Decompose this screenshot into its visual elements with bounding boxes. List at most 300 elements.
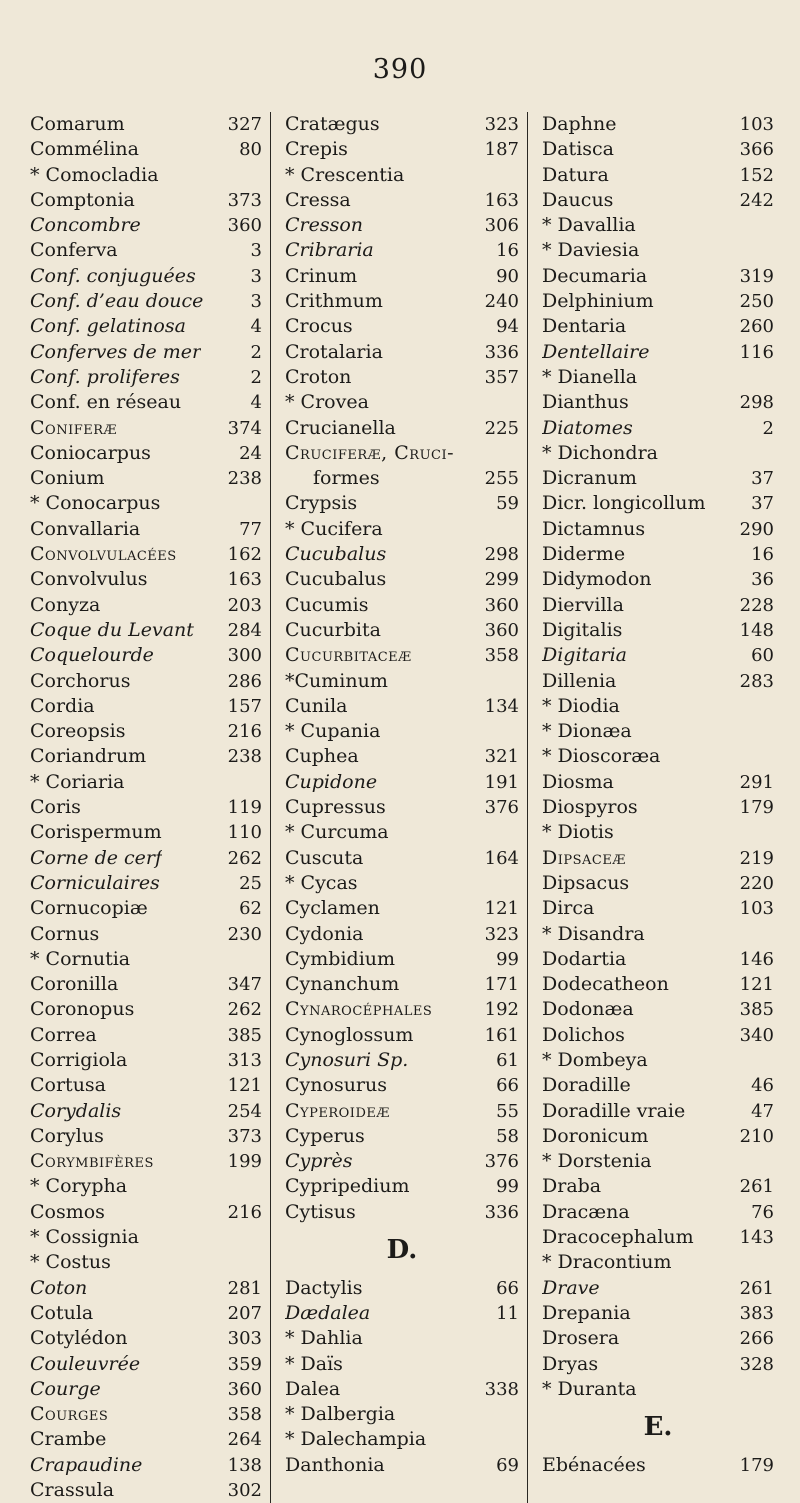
index-entry [542, 947, 774, 972]
index-entry [30, 1200, 262, 1225]
entry-name: Cucubalus [285, 568, 387, 591]
entry-name: * Costus [30, 1251, 111, 1274]
index-entry [542, 163, 774, 188]
entry-name: Croton [285, 365, 352, 388]
entry-name: Cupidone [285, 770, 378, 793]
entry-page: 157 [227, 695, 262, 717]
entry-name: * Cupania [285, 720, 381, 743]
index-entry [30, 188, 262, 213]
index-entry [542, 137, 774, 162]
entry-page: 313 [227, 1049, 262, 1071]
entry-page: 323 [484, 923, 519, 945]
entry-name: Dillenia [542, 669, 617, 692]
entry-name: Dædalea [285, 1301, 371, 1324]
entry-name: Doradille [542, 1074, 631, 1097]
index-entry [542, 1200, 774, 1225]
entry-name: Delphinium [542, 290, 654, 313]
index-entry [285, 593, 519, 618]
index-entry [542, 491, 774, 516]
entry-page: 171 [484, 974, 519, 996]
index-entry [30, 694, 262, 719]
entry-page: 110 [227, 822, 262, 844]
index-entry [285, 365, 519, 390]
index-entry [285, 871, 519, 896]
entry-name: Cynosuri Sp. [285, 1048, 409, 1071]
index-entry [30, 719, 262, 744]
entry-page: 77 [239, 518, 262, 540]
entry-name: Crithmum [285, 290, 383, 313]
entry-name: Danthonia [285, 1453, 385, 1476]
entry-name: Cypripedium [285, 1175, 410, 1198]
index-entry [285, 163, 519, 188]
entry-name: Dipsaceæ [542, 846, 626, 869]
entry-page: 290 [739, 518, 774, 540]
entry-name: Conf. conjuguées [30, 264, 196, 287]
entry-name: Doronicum [542, 1124, 649, 1147]
index-entry [285, 669, 519, 694]
index-entry [30, 1174, 262, 1199]
entry-name: Cynanchum [285, 973, 400, 996]
index-entry [30, 1478, 262, 1503]
index-entry [30, 264, 262, 289]
entry-name: Dodonæa [542, 998, 634, 1021]
index-entry [542, 1099, 774, 1124]
index-entry [542, 416, 774, 441]
entry-name: Diatomes [542, 416, 633, 439]
index-entry [30, 1250, 262, 1275]
index-entry [542, 1048, 774, 1073]
index-entry [285, 1301, 519, 1326]
entry-name: Cunila [285, 694, 348, 717]
index-entry [542, 1352, 774, 1377]
entry-page: 207 [227, 1302, 262, 1324]
entry-name: Decumaria [542, 264, 648, 287]
entry-page: 161 [484, 1024, 519, 1046]
entry-name: Diospyros [542, 796, 638, 819]
index-entry [285, 340, 519, 365]
index-entry [285, 1377, 519, 1402]
entry-name: Dicr. longicollum [542, 492, 706, 515]
entry-name: * Dionæa [542, 720, 632, 743]
entry-page: 99 [496, 948, 519, 970]
entry-page: 360 [227, 1378, 262, 1400]
index-entry [542, 643, 774, 668]
entry-page: 264 [227, 1429, 262, 1451]
index-entry [30, 1402, 262, 1427]
entry-page: 192 [484, 999, 519, 1021]
entry-page: 238 [227, 468, 262, 490]
entry-name: Didymodon [542, 568, 652, 591]
index-entry [285, 314, 519, 339]
entry-page: 347 [227, 974, 262, 996]
index-entry [285, 1453, 519, 1478]
entry-name: Conf. proliferes [30, 365, 180, 388]
index-entry [542, 1377, 774, 1402]
entry-name: * Dianella [542, 365, 638, 388]
entry-page: 24 [239, 442, 262, 464]
entry-name: * Dahlia [285, 1327, 363, 1350]
index-columns [30, 112, 778, 1503]
entry-page: 254 [227, 1100, 262, 1122]
entry-name: Corispermum [30, 821, 162, 844]
entry-name: * Comocladia [30, 163, 159, 186]
entry-page: 240 [484, 291, 519, 313]
entry-page: 230 [227, 923, 262, 945]
entry-name: Corne de cerf [30, 846, 163, 869]
index-entry [542, 922, 774, 947]
entry-name: Dentellaire [542, 340, 650, 363]
entry-page: 303 [227, 1328, 262, 1350]
entry-page: 374 [227, 417, 262, 439]
index-entry [285, 238, 519, 263]
entry-page: 321 [484, 746, 519, 768]
entry-name: * Cycas [285, 871, 358, 894]
index-entry [285, 567, 519, 592]
entry-page: 255 [484, 468, 519, 490]
entry-page: 260 [739, 316, 774, 338]
index-entry [542, 618, 774, 643]
entry-page: 4 [250, 392, 262, 414]
index-entry [285, 1200, 519, 1225]
entry-page: 302 [227, 1480, 262, 1502]
entry-name: * Daïs [285, 1352, 343, 1375]
index-entry [542, 1124, 774, 1149]
entry-page: 219 [739, 847, 774, 869]
entry-name: * Dalechampia [285, 1428, 427, 1451]
page-number: 390 [372, 54, 428, 85]
entry-page: 286 [227, 670, 262, 692]
entry-page: 138 [227, 1454, 262, 1476]
index-entry [542, 1149, 774, 1174]
index-entry [285, 820, 519, 845]
index-entry [30, 871, 262, 896]
entry-page: 16 [751, 544, 774, 566]
entry-name: Corchorus [30, 669, 131, 692]
entry-name: * Diotis [542, 821, 614, 844]
entry-page: 360 [227, 215, 262, 237]
index-entry [30, 1453, 262, 1478]
index-entry [30, 365, 262, 390]
index-entry [542, 896, 774, 921]
entry-name: Corymbifères [30, 1150, 154, 1173]
entry-page: 179 [739, 1454, 774, 1476]
entry-page: 359 [227, 1353, 262, 1375]
entry-page: 220 [739, 872, 774, 894]
entry-page: 323 [484, 114, 519, 135]
index-entry [30, 466, 262, 491]
entry-page: 366 [739, 139, 774, 161]
entry-name: Cucurbita [285, 618, 381, 641]
entry-page: 284 [227, 619, 262, 641]
entry-name: Daphne [542, 113, 617, 135]
index-entry [285, 719, 519, 744]
entry-name: Cratægus [285, 113, 380, 135]
index-entry [285, 466, 519, 491]
index-entry [285, 947, 519, 972]
index-entry [285, 1352, 519, 1377]
entry-name: Dactylis [285, 1276, 363, 1299]
index-entry [30, 416, 262, 441]
entry-name: Crinum [285, 264, 358, 287]
index-entry [30, 1352, 262, 1377]
index-entry [542, 188, 774, 213]
entry-page: 3 [250, 265, 262, 287]
entry-name: Corydalis [30, 1099, 122, 1122]
section-heading [285, 1225, 519, 1276]
entry-name: Diderme [542, 543, 626, 566]
index-entry [542, 1453, 774, 1478]
entry-page: 60 [751, 645, 774, 667]
entry-name: Cucubalus [285, 543, 387, 566]
entry-page: 46 [751, 1075, 774, 1097]
entry-name: * Cornutia [30, 947, 131, 970]
entry-page: 373 [227, 1125, 262, 1147]
entry-name: Cruciferæ, Cruci- [285, 441, 455, 464]
entry-page: 298 [484, 544, 519, 566]
index-entry [30, 491, 262, 516]
index-entry [30, 820, 262, 845]
entry-page: 261 [739, 1176, 774, 1198]
entry-page: 187 [484, 139, 519, 161]
entry-name: Dryas [542, 1352, 599, 1375]
entry-page: 376 [484, 797, 519, 819]
index-entry [542, 997, 774, 1022]
entry-name: Cordia [30, 694, 95, 717]
index-entry [30, 1427, 262, 1452]
entry-name: Dodecatheon [542, 973, 669, 996]
entry-page: 216 [227, 1201, 262, 1223]
entry-name: Drave [542, 1276, 600, 1299]
entry-page: 66 [496, 1277, 519, 1299]
entry-name: Crapaudine [30, 1453, 143, 1476]
section-heading [542, 1402, 774, 1453]
index-entry [30, 896, 262, 921]
entry-name: Courge [30, 1377, 101, 1400]
index-entry [30, 390, 262, 415]
entry-page: 37 [751, 493, 774, 515]
entry-name: Conyza [30, 593, 101, 616]
entry-name: Convolvulacées [30, 543, 177, 566]
entry-name: Concombre [30, 214, 141, 237]
entry-name: Diosma [542, 770, 614, 793]
index-entry [542, 593, 774, 618]
entry-name: *Cuminum [285, 669, 388, 692]
index-entry [285, 1023, 519, 1048]
entry-name: Convallaria [30, 517, 141, 540]
entry-page: 55 [496, 1100, 519, 1122]
index-entry [542, 112, 774, 137]
index-entry [285, 770, 519, 795]
entry-page: 163 [484, 189, 519, 211]
index-column-2 [270, 112, 527, 1503]
index-entry [30, 1099, 262, 1124]
entry-name: formes [313, 467, 380, 490]
entry-name: Cotula [30, 1301, 94, 1324]
entry-name: Coque du Levant [30, 618, 194, 641]
entry-page: 61 [496, 1049, 519, 1071]
index-entry [542, 441, 774, 466]
entry-page: 262 [227, 847, 262, 869]
index-entry [285, 643, 519, 668]
entry-page: 69 [496, 1454, 519, 1476]
entry-name: Conium [30, 467, 105, 490]
entry-page: 2 [762, 417, 774, 439]
entry-page: 143 [739, 1227, 774, 1249]
index-entry [30, 669, 262, 694]
index-entry [285, 491, 519, 516]
entry-name: Dipsacus [542, 871, 630, 894]
entry-page: 283 [739, 670, 774, 692]
entry-name: Couleuvrée [30, 1352, 141, 1375]
entry-page: 11 [496, 1302, 519, 1324]
entry-name: Corniculaires [30, 871, 160, 894]
index-entry [542, 213, 774, 238]
entry-page: 80 [239, 139, 262, 161]
entry-page: 385 [739, 999, 774, 1021]
entry-page: 360 [484, 619, 519, 641]
entry-name: Crypsis [285, 492, 358, 515]
entry-page: 291 [739, 771, 774, 793]
entry-page: 121 [739, 974, 774, 996]
index-entry [30, 340, 262, 365]
entry-page: 358 [484, 645, 519, 667]
index-entry [542, 1276, 774, 1301]
index-entry [30, 238, 262, 263]
entry-name: * Crescentia [285, 163, 405, 186]
entry-name: Comarum [30, 113, 125, 135]
entry-page: 90 [496, 265, 519, 287]
index-entry [542, 744, 774, 769]
entry-page: 2 [250, 341, 262, 363]
index-entry [30, 567, 262, 592]
entry-page: 306 [484, 215, 519, 237]
index-entry [30, 947, 262, 972]
index-entry [30, 542, 262, 567]
index-entry [285, 1048, 519, 1073]
index-entry [285, 188, 519, 213]
index-entry [542, 1225, 774, 1250]
index-entry [30, 163, 262, 188]
index-entry [542, 1023, 774, 1048]
index-entry [542, 820, 774, 845]
index-entry [542, 466, 774, 491]
index-entry [542, 1073, 774, 1098]
index-entry [30, 1326, 262, 1351]
entry-page: 164 [484, 847, 519, 869]
index-entry [30, 1073, 262, 1098]
entry-page: 25 [239, 872, 262, 894]
entry-page: 216 [227, 721, 262, 743]
index-entry [285, 972, 519, 997]
entry-name: * Corypha [30, 1175, 128, 1198]
entry-page: 327 [227, 114, 262, 135]
entry-page: 37 [751, 468, 774, 490]
entry-name: Crambe [30, 1428, 107, 1451]
entry-page: 179 [739, 797, 774, 819]
entry-name: Correa [30, 1023, 97, 1046]
index-entry [30, 643, 262, 668]
entry-name: * Cucifera [285, 517, 383, 540]
entry-name: Dodartia [542, 947, 627, 970]
index-entry [542, 972, 774, 997]
entry-name: Drepania [542, 1301, 631, 1324]
entry-name: Dicranum [542, 467, 637, 490]
entry-name: * Dichondra [542, 441, 658, 464]
entry-page: 3 [250, 240, 262, 262]
entry-name: * Diodia [542, 694, 620, 717]
index-entry [285, 213, 519, 238]
entry-name: Coniocarpus [30, 441, 151, 464]
index-entry [542, 264, 774, 289]
index-entry [542, 365, 774, 390]
index-entry [285, 744, 519, 769]
entry-page: 36 [751, 569, 774, 591]
entry-page: 4 [250, 316, 262, 338]
index-entry [285, 1073, 519, 1098]
entry-name: Diervilla [542, 593, 624, 616]
entry-name: Coriandrum [30, 745, 147, 768]
entry-page: 328 [739, 1353, 774, 1375]
index-entry [542, 846, 774, 871]
entry-name: Coquelourde [30, 644, 154, 667]
entry-page: 203 [227, 594, 262, 616]
index-entry [30, 744, 262, 769]
entry-name: Conferves de mer [30, 340, 202, 363]
entry-name: * Dombeya [542, 1048, 648, 1071]
index-entry [30, 1023, 262, 1048]
index-entry [30, 1276, 262, 1301]
index-entry [30, 441, 262, 466]
entry-name: Cresson [285, 214, 364, 237]
entry-name: Cynosurus [285, 1074, 388, 1097]
entry-name: Dracæna [542, 1200, 630, 1223]
entry-page: 119 [227, 797, 262, 819]
entry-name: Corylus [30, 1124, 104, 1147]
index-entry [30, 213, 262, 238]
entry-name: Cressa [285, 188, 351, 211]
index-entry [30, 1301, 262, 1326]
index-entry [542, 770, 774, 795]
index-entry [30, 1149, 262, 1174]
entry-name: * Cossignia [30, 1226, 139, 1249]
entry-name: * Dioscoræa [542, 745, 661, 768]
index-entry [285, 1276, 519, 1301]
entry-page: 58 [496, 1125, 519, 1147]
entry-name: Dracocephalum [542, 1226, 694, 1249]
index-entry [30, 593, 262, 618]
entry-page: 76 [751, 1201, 774, 1223]
index-entry [30, 137, 262, 162]
entry-page: 225 [484, 417, 519, 439]
entry-name: Crotalaria [285, 340, 383, 363]
entry-name: * Crovea [285, 391, 369, 414]
index-entry [285, 1402, 519, 1427]
index-entry [285, 1099, 519, 1124]
index-entry [30, 922, 262, 947]
entry-name: Drosera [542, 1327, 620, 1350]
entry-name: Cydonia [285, 922, 364, 945]
entry-page: 2 [250, 366, 262, 388]
entry-page: 148 [739, 619, 774, 641]
entry-page: 162 [227, 544, 262, 566]
entry-page: 266 [739, 1328, 774, 1350]
index-entry [285, 542, 519, 567]
entry-name: Cucurbitaceæ [285, 644, 412, 667]
entry-name: Doradille vraie [542, 1099, 686, 1122]
entry-page: 121 [484, 898, 519, 920]
index-entry [285, 795, 519, 820]
entry-page: 358 [227, 1404, 262, 1426]
